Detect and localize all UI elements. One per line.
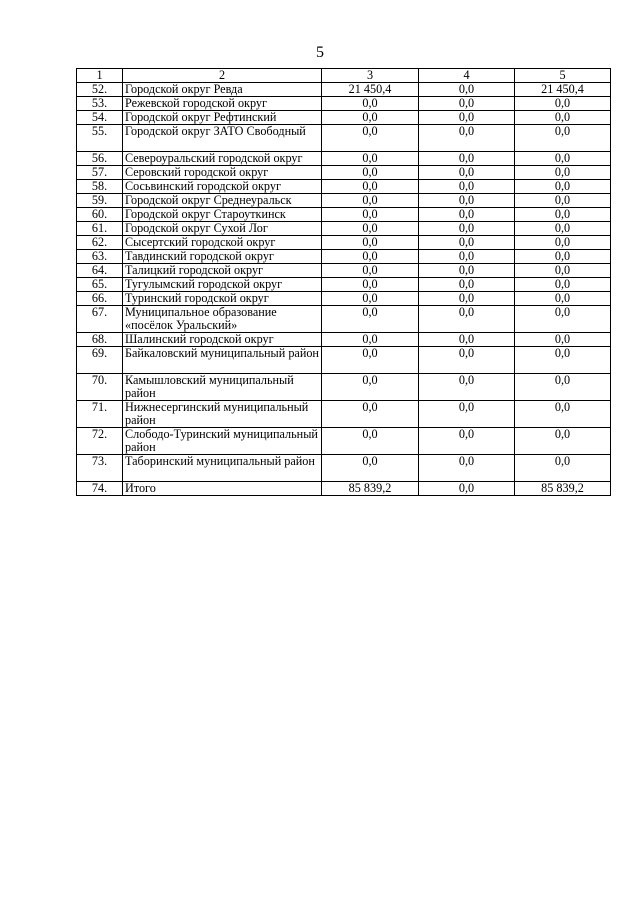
column-5-value-cell: 0,0 [515, 347, 611, 374]
column-4-value-cell: 0,0 [419, 152, 515, 166]
municipality-name-cell: Сысертский городской округ [123, 236, 322, 250]
municipality-name-cell: Сосьвинский городской округ [123, 180, 322, 194]
column-5-value-cell: 0,0 [515, 97, 611, 111]
column-4-value-cell: 0,0 [419, 428, 515, 455]
column-3-value-cell: 0,0 [322, 306, 419, 333]
table-row [77, 306, 611, 333]
row-number-cell: 72. [77, 428, 123, 455]
column-4-value-cell: 0,0 [419, 347, 515, 374]
table-row [77, 292, 611, 306]
row-number-cell: 66. [77, 292, 123, 306]
column-5-value-cell: 0,0 [515, 180, 611, 194]
column-3-value-cell: 0,0 [322, 264, 419, 278]
municipality-name-cell: Городской округ Среднеуральск [123, 194, 322, 208]
column-5-value-cell: 0,0 [515, 455, 611, 482]
column-3-value-cell: 0,0 [322, 333, 419, 347]
municipality-name-cell: Талицкий городской округ [123, 264, 322, 278]
column-5-value-cell: 0,0 [515, 152, 611, 166]
column-3-value-cell: 0,0 [322, 208, 419, 222]
row-number-cell: 52. [77, 83, 123, 97]
row-number-cell: 71. [77, 401, 123, 428]
row-number-cell: 54. [77, 111, 123, 125]
municipality-name-cell: Городской округ Сухой Лог [123, 222, 322, 236]
column-4-value-cell: 0,0 [419, 401, 515, 428]
column-5-value-cell: 0,0 [515, 222, 611, 236]
column-4-value-cell: 0,0 [419, 306, 515, 333]
row-number-cell: 53. [77, 97, 123, 111]
table-row [77, 250, 611, 264]
data-table [76, 68, 611, 496]
column-header: 1 [77, 69, 123, 83]
column-3-value-cell: 0,0 [322, 222, 419, 236]
column-4-value-cell: 0,0 [419, 455, 515, 482]
table-row [77, 97, 611, 111]
municipality-name-cell: Байкаловский муниципальный район [123, 347, 322, 374]
municipality-name-cell: Городской округ Староуткинск [123, 208, 322, 222]
table-header-row [77, 69, 611, 83]
table-row [77, 166, 611, 180]
column-4-value-cell: 0,0 [419, 83, 515, 97]
column-5-value-cell: 0,0 [515, 292, 611, 306]
table-row [77, 236, 611, 250]
row-number-cell: 69. [77, 347, 123, 374]
table-row [77, 455, 611, 482]
municipality-name-cell: Городской округ Рефтинский [123, 111, 322, 125]
column-4-value-cell: 0,0 [419, 125, 515, 152]
column-3-value-cell: 0,0 [322, 111, 419, 125]
table-row [77, 482, 611, 496]
municipality-name-cell: Тугулымский городской округ [123, 278, 322, 292]
table-row [77, 180, 611, 194]
column-5-value-cell: 0,0 [515, 278, 611, 292]
table-row [77, 83, 611, 97]
row-number-cell: 65. [77, 278, 123, 292]
municipality-name-cell: Шалинский городской округ [123, 333, 322, 347]
table-row [77, 278, 611, 292]
column-5-value-cell: 0,0 [515, 264, 611, 278]
column-3-value-cell: 0,0 [322, 166, 419, 180]
column-4-value-cell: 0,0 [419, 374, 515, 401]
column-4-value-cell: 0,0 [419, 180, 515, 194]
column-4-value-cell: 0,0 [419, 111, 515, 125]
table-row [77, 194, 611, 208]
row-number-cell: 63. [77, 250, 123, 264]
row-number-cell: 68. [77, 333, 123, 347]
column-3-value-cell: 0,0 [322, 125, 419, 152]
column-5-value-cell: 0,0 [515, 250, 611, 264]
municipality-name-cell: Североуральский городской округ [123, 152, 322, 166]
column-3-value-cell: 0,0 [322, 152, 419, 166]
column-3-value-cell: 0,0 [322, 278, 419, 292]
column-header: 5 [515, 69, 611, 83]
column-4-value-cell: 0,0 [419, 222, 515, 236]
row-number-cell: 67. [77, 306, 123, 333]
column-3-value-cell: 0,0 [322, 401, 419, 428]
municipality-name-cell: Итого [123, 482, 322, 496]
table-row [77, 333, 611, 347]
municipality-name-cell: Нижнесергинский муниципальный район [123, 401, 322, 428]
column-4-value-cell: 0,0 [419, 208, 515, 222]
municipality-name-cell: Режевской городской округ [123, 97, 322, 111]
column-4-value-cell: 0,0 [419, 333, 515, 347]
column-5-value-cell: 0,0 [515, 208, 611, 222]
column-4-value-cell: 0,0 [419, 250, 515, 264]
column-3-value-cell: 0,0 [322, 236, 419, 250]
municipality-name-cell: Тавдинский городской округ [123, 250, 322, 264]
municipality-name-cell: Таборинский муниципальный район [123, 455, 322, 482]
column-3-value-cell: 0,0 [322, 97, 419, 111]
row-number-cell: 55. [77, 125, 123, 152]
municipality-name-cell: Муниципальное образование «посёлок Уральский» [123, 306, 322, 333]
row-number-cell: 74. [77, 482, 123, 496]
column-3-value-cell: 0,0 [322, 180, 419, 194]
column-3-value-cell: 0,0 [322, 428, 419, 455]
row-number-cell: 57. [77, 166, 123, 180]
municipality-name-cell: Городской округ Ревда [123, 83, 322, 97]
column-4-value-cell: 0,0 [419, 264, 515, 278]
table-row [77, 111, 611, 125]
row-number-cell: 70. [77, 374, 123, 401]
column-4-value-cell: 0,0 [419, 236, 515, 250]
table-row [77, 264, 611, 278]
column-3-value-cell: 0,0 [322, 347, 419, 374]
column-5-value-cell: 0,0 [515, 166, 611, 180]
column-5-value-cell: 0,0 [515, 236, 611, 250]
municipality-name-cell: Слободо-Туринский муниципальный район [123, 428, 322, 455]
table-row [77, 125, 611, 152]
row-number-cell: 56. [77, 152, 123, 166]
column-3-value-cell: 0,0 [322, 250, 419, 264]
column-3-value-cell: 85 839,2 [322, 482, 419, 496]
row-number-cell: 61. [77, 222, 123, 236]
municipality-name-cell: Камышловский муниципальный район [123, 374, 322, 401]
table-row [77, 374, 611, 401]
row-number-cell: 59. [77, 194, 123, 208]
column-4-value-cell: 0,0 [419, 166, 515, 180]
page-number: 5 [316, 44, 324, 61]
column-5-value-cell: 0,0 [515, 306, 611, 333]
column-5-value-cell: 0,0 [515, 111, 611, 125]
column-5-value-cell: 0,0 [515, 374, 611, 401]
column-3-value-cell: 0,0 [322, 374, 419, 401]
column-header: 4 [419, 69, 515, 83]
municipality-name-cell: Туринский городской округ [123, 292, 322, 306]
column-5-value-cell: 0,0 [515, 125, 611, 152]
row-number-cell: 60. [77, 208, 123, 222]
table-row [77, 428, 611, 455]
column-5-value-cell: 0,0 [515, 428, 611, 455]
column-4-value-cell: 0,0 [419, 482, 515, 496]
table-row [77, 152, 611, 166]
row-number-cell: 62. [77, 236, 123, 250]
column-header: 3 [322, 69, 419, 83]
table-row [77, 401, 611, 428]
column-4-value-cell: 0,0 [419, 292, 515, 306]
column-3-value-cell: 21 450,4 [322, 83, 419, 97]
table-row [77, 208, 611, 222]
municipality-name-cell: Серовский городской округ [123, 166, 322, 180]
column-5-value-cell: 0,0 [515, 194, 611, 208]
column-5-value-cell: 21 450,4 [515, 83, 611, 97]
column-4-value-cell: 0,0 [419, 97, 515, 111]
column-5-value-cell: 0,0 [515, 401, 611, 428]
column-3-value-cell: 0,0 [322, 292, 419, 306]
column-4-value-cell: 0,0 [419, 194, 515, 208]
column-3-value-cell: 0,0 [322, 194, 419, 208]
row-number-cell: 58. [77, 180, 123, 194]
column-4-value-cell: 0,0 [419, 278, 515, 292]
row-number-cell: 64. [77, 264, 123, 278]
column-5-value-cell: 85 839,2 [515, 482, 611, 496]
table-row [77, 222, 611, 236]
column-header: 2 [123, 69, 322, 83]
table-body [77, 83, 611, 496]
column-3-value-cell: 0,0 [322, 455, 419, 482]
column-5-value-cell: 0,0 [515, 333, 611, 347]
table-row [77, 347, 611, 374]
municipality-name-cell: Городской округ ЗАТО Свободный [123, 125, 322, 152]
row-number-cell: 73. [77, 455, 123, 482]
